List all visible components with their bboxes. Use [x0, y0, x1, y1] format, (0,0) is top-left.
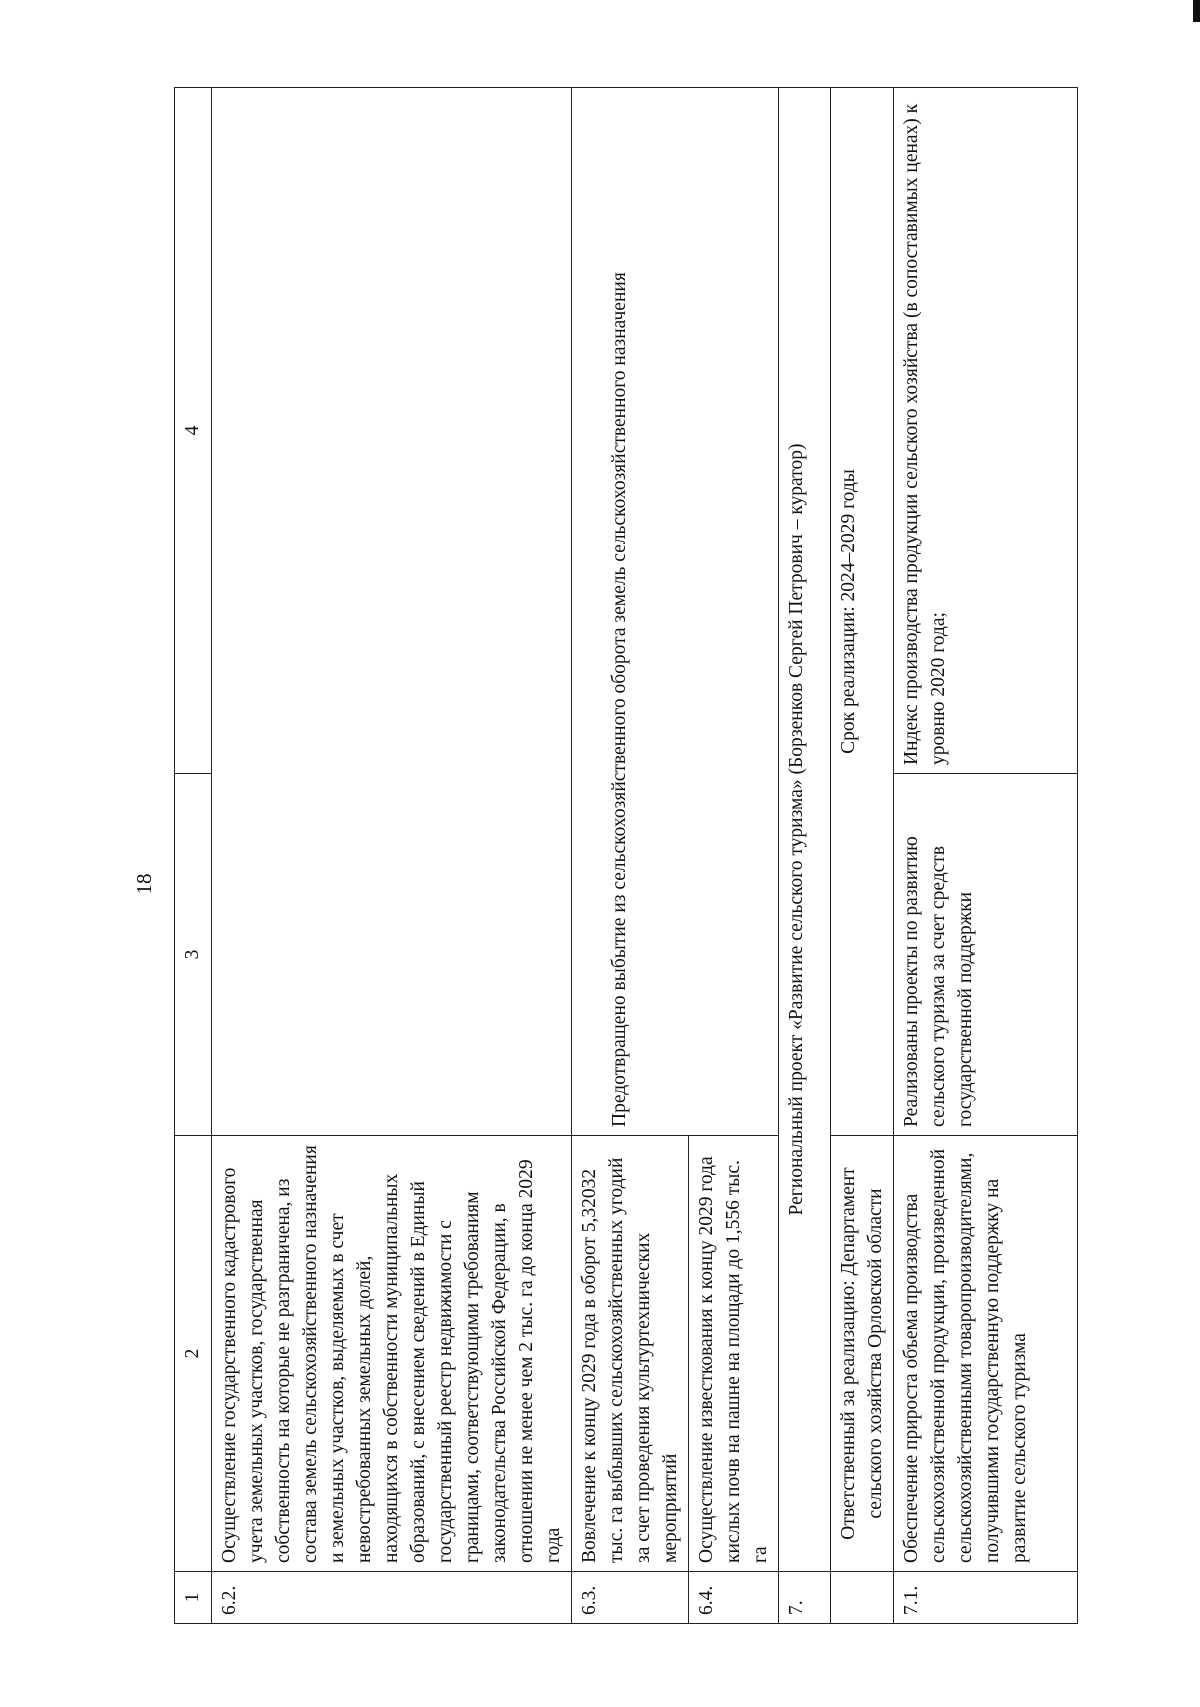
row-number: 6.3. [572, 1572, 689, 1624]
row-number: 7.1. [894, 1572, 1078, 1624]
row-responsible [831, 88, 894, 1624]
responsible-cell: Ответственный за реализацию: Департамент сельского хозяйства Орловской области [831, 1136, 894, 1572]
scan-mark [1193, 0, 1200, 22]
empty-cell [212, 88, 572, 1136]
header-col-4: 4 [175, 88, 212, 774]
task-cell: Осуществление государственного кадастрового учета земельных участков, государственная собственность на которые не разграничена, из состава земель сельскохозяйственного назначения и земельных участков, выделяемых в счет невостребованных земельных долей, находящихся в собственности муниципальных образований, с внесением сведений в Единый государственный реестр недвижимости с границами, соответствующими требованиям законодательства Российской Федерации, в отношении не менее чем 2 тыс. га до конца 2029 года [212, 1136, 572, 1572]
rotated-page [132, 88, 1042, 1624]
row-7-1 [894, 88, 1078, 1624]
project-title: Региональный проект «Развитие сельского туризма» (Борзенков Сергей Петрович – куратор) [779, 88, 831, 1572]
header-col-2: 2 [175, 1136, 212, 1572]
effect-cell: Предотвращено выбытие из сельскохозяйственного оборота земель сельскохозяйственного назначения [572, 88, 779, 1136]
header-col-1: 1 [175, 1572, 212, 1624]
empty-cell [831, 1572, 894, 1624]
task-cell: Осуществление известкования к концу 2029 года кислых почв на пашне на площади до 1,556 тыс. га [689, 1136, 779, 1572]
indicator-cell: Индекс производства продукции сельского хозяйства (в сопоставимых ценах) к уровню 2020 года; [894, 88, 1078, 774]
header-col-3: 3 [175, 774, 212, 1136]
plan-table [174, 87, 1078, 1624]
task-cell: Обеспечение прироста объема производства сельскохозяйственной продукции, произведенной сельскохозяйственными товаропроизводителями, получившими государственную поддержку на развитие сельского туризма [894, 1136, 1078, 1572]
row-number: 6.4. [689, 1572, 779, 1624]
task-cell: Вовлечение к концу 2029 года в оборот 5,32032 тыс. га выбывших сельскохозяйственных угодий за счет проведения культуртехнических мероприятий [572, 1136, 689, 1572]
effect-cell: Реализованы проекты по развитию сельского туризма за счет средств государственной поддержки [894, 774, 1078, 1136]
row-7 [779, 88, 831, 1624]
row-number: 6.2. [212, 1572, 572, 1624]
row-6-3 [572, 88, 689, 1624]
row-number: 7. [779, 1572, 831, 1624]
page-number: 18 [132, 873, 156, 895]
row-6-2 [212, 88, 572, 1624]
header-row [175, 88, 212, 1624]
term-cell: Срок реализации: 2024–2029 годы [831, 88, 894, 1136]
